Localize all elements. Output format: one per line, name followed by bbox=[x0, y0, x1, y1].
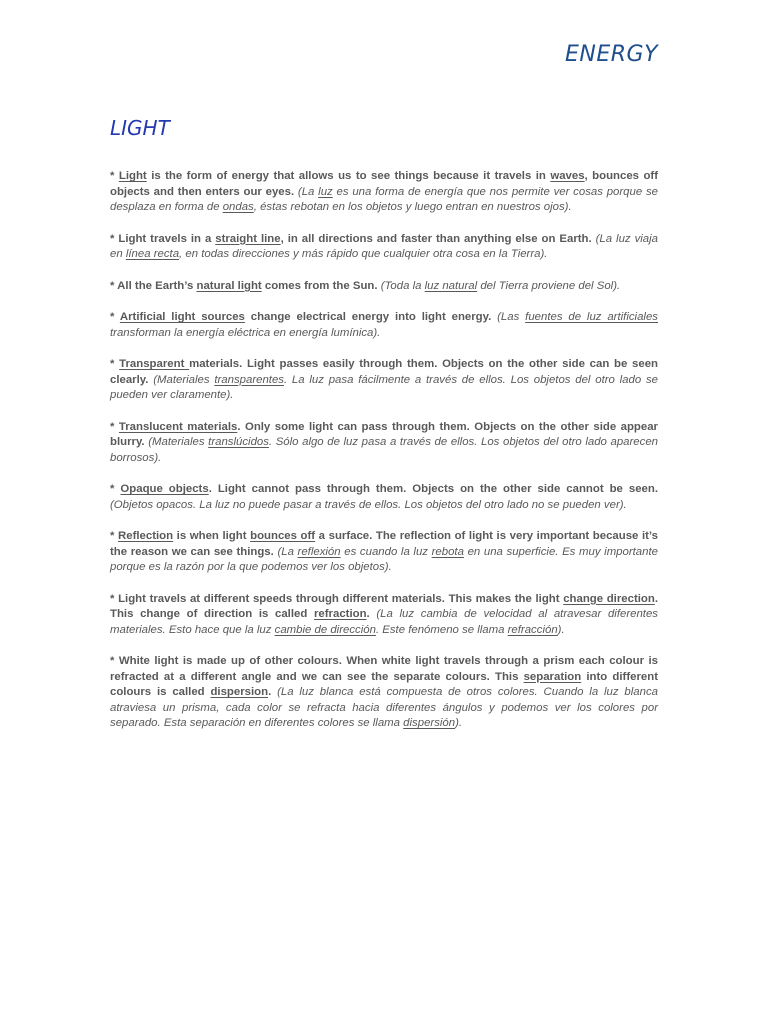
underlined-term: separation bbox=[523, 670, 582, 683]
text-segment: , bounces off objects and then enters our eyes. bbox=[110, 170, 658, 198]
paragraph bbox=[110, 357, 658, 404]
text-segment: , éstas rebotan en los objetos y luego entran en nuestros ojos). bbox=[253, 201, 572, 213]
text-segment: * bbox=[110, 420, 119, 433]
text-segment: * White light is made up of other colours. When white light travels through a prism each colour is refracted at a different angle and we can see the separate colours. This bbox=[110, 655, 658, 683]
text-segment: (Materiales bbox=[153, 373, 215, 386]
underlined-term: rebota bbox=[431, 545, 464, 558]
paragraph bbox=[110, 169, 658, 216]
text-segment: es cuando la luz bbox=[340, 545, 432, 558]
underlined-term: ondas bbox=[222, 201, 254, 213]
text-segment: is the form of energy that allows us to see things because it travels in bbox=[146, 170, 551, 182]
text-segment: * Light travels in a bbox=[110, 232, 216, 245]
text-segment: * Light travels at different speeds through different materials. This makes the light bbox=[110, 592, 564, 605]
underlined-term: refracción bbox=[507, 623, 558, 636]
text-segment: (Materiales bbox=[148, 436, 209, 448]
text-segment: * bbox=[110, 483, 121, 495]
text-segment: en una superficie. Es muy importante porque es la razón por la que podemos ver los objetos). bbox=[110, 545, 658, 573]
underlined-term: luz natural bbox=[424, 279, 478, 292]
underlined-term: Transparent bbox=[119, 358, 190, 370]
text-segment: (La luz viaja en bbox=[110, 232, 659, 260]
underlined-term: waves bbox=[550, 170, 585, 182]
underlined-term: Opaque objects bbox=[120, 483, 209, 495]
text-segment: , in all directions and faster than anything else on Earth. bbox=[280, 232, 596, 245]
paragraph bbox=[110, 232, 658, 263]
paragraph bbox=[110, 420, 658, 467]
text-segment: . Este fenómeno se llama bbox=[375, 623, 508, 636]
paragraph bbox=[110, 654, 658, 732]
underlined-term: natural light bbox=[196, 279, 262, 292]
underlined-term: dispersion bbox=[210, 686, 269, 698]
text-segment: a surface. The reflection of light is very important because it’s the reason we can see things. bbox=[110, 530, 659, 558]
text-segment: change electrical energy into light energy. bbox=[244, 311, 498, 323]
text-segment: . This change of direction is called bbox=[110, 592, 658, 620]
text-segment: . Only some light can pass through them. Objects on the other side appear blurry. bbox=[110, 420, 658, 448]
underlined-term: Reflection bbox=[118, 530, 174, 542]
text-segment: (Toda la bbox=[380, 279, 425, 292]
text-segment: * All the Earth’s bbox=[110, 279, 197, 292]
text-segment: (Las bbox=[497, 311, 526, 323]
text-segment: . Light cannot pass through them. Objects on the other side cannot be seen. bbox=[208, 483, 658, 495]
underlined-term: bounces off bbox=[250, 530, 316, 542]
text-segment: into different colours is called bbox=[110, 670, 658, 698]
paragraph bbox=[110, 529, 658, 576]
text-segment: (La luz cambia de velocidad al atravesar diferentes materiales. Esto hace que la luz bbox=[110, 608, 658, 636]
text-segment: . La luz pasa fácilmente a través de ellos. Los objetos del otro lado se pueden ver claramente). bbox=[110, 373, 658, 401]
text-segment: ). bbox=[557, 623, 565, 636]
text-segment: , en todas direcciones y más rápido que cualquier otra cosa en la Tierra). bbox=[179, 248, 548, 260]
text-segment: del Tierra proviene del Sol). bbox=[477, 279, 621, 292]
text-segment: materials. Light passes easily through them. Objects on the other side can be seen clearly. bbox=[110, 358, 658, 386]
underlined-term: straight line bbox=[215, 232, 281, 245]
text-segment: (La luz blanca está compuesta de otros colores. Cuando la luz blanca atraviesa un prisma, cada color se refracta hacia diferentes ángulos y podemos ver los colores por separado. Esta separación en diferentes colores se llama bbox=[110, 686, 658, 729]
paragraph bbox=[110, 310, 658, 341]
text-segment: * bbox=[110, 358, 120, 370]
section-title: LIGHT bbox=[110, 116, 170, 140]
paragraph bbox=[110, 279, 658, 295]
text-segment: * bbox=[110, 170, 119, 182]
underlined-term: línea recta bbox=[125, 248, 180, 260]
text-segment: * bbox=[110, 530, 119, 542]
underlined-term: cambie de dirección bbox=[274, 623, 376, 636]
text-segment: . bbox=[366, 608, 377, 620]
underlined-term: translúcidos bbox=[208, 436, 269, 448]
underlined-term: dispersión bbox=[403, 717, 456, 729]
underlined-term: transparentes bbox=[214, 373, 284, 386]
text-segment: es una forma de energía que nos permite ver cosas porque se desplaza en forma de bbox=[110, 185, 659, 213]
underlined-term: reflexión bbox=[297, 545, 341, 558]
underlined-term: Light bbox=[118, 170, 147, 182]
text-segment: . Sólo algo de luz pasa a través de ellos. Los objetos del otro lado aparecen borrosos). bbox=[110, 436, 658, 464]
document-header-title: ENERGY bbox=[565, 42, 659, 67]
paragraph bbox=[110, 592, 658, 639]
document-body bbox=[110, 169, 658, 748]
underlined-term: Artificial light sources bbox=[119, 311, 245, 323]
underlined-term: refraction bbox=[313, 608, 367, 620]
underlined-term: change direction bbox=[563, 592, 655, 605]
text-segment: (La bbox=[297, 185, 319, 198]
text-segment: (La bbox=[277, 545, 298, 558]
text-segment: (Objetos opacos. La luz no puede pasar a través de ellos. Los objetos del otro lado no se pueden ver). bbox=[110, 498, 627, 511]
text-segment: is when light bbox=[173, 530, 251, 542]
underlined-term: luz bbox=[318, 185, 333, 198]
text-segment: comes from the Sun. bbox=[261, 279, 381, 292]
underlined-term: fuentes de luz artificiales bbox=[525, 311, 658, 323]
text-segment: . bbox=[268, 686, 278, 698]
text-segment: transforman la energía eléctrica en energía lumínica). bbox=[110, 326, 381, 339]
text-segment: * bbox=[110, 311, 120, 323]
text-segment: ). bbox=[455, 717, 463, 729]
paragraph bbox=[110, 482, 658, 513]
underlined-term: Translucent materials bbox=[118, 420, 238, 433]
